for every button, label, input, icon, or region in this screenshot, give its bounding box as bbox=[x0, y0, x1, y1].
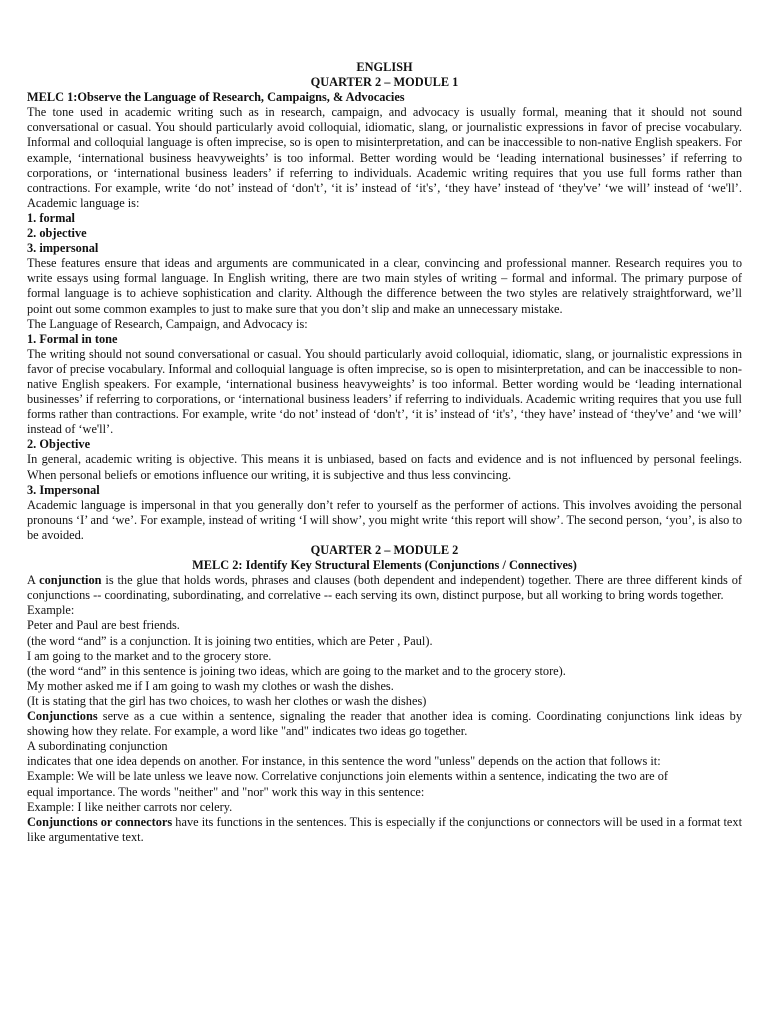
melc1-heading: MELC 1:Observe the Language of Research, Campaigns, & Advocacies bbox=[27, 90, 405, 105]
paragraph-objective: In general, academic writing is objective. This means it is unbiased, based on facts and evidence and is not influenced by personal feelings. When personal beliefs or emotions influence our writing, it is subjective and thus less convincing. bbox=[27, 452, 742, 482]
paragraph-example-celery: Example: I like neither carrots nor celery. bbox=[27, 799, 233, 814]
example-line: Peter and Paul are best friends. bbox=[27, 618, 180, 633]
heading-impersonal: 3. Impersonal bbox=[27, 482, 100, 497]
example-line: (the word “and” in this sentence is joining two ideas, which are going to the market and to the grocery store). bbox=[27, 663, 566, 678]
paragraph-connectors bbox=[27, 815, 742, 845]
text: have its functions in the sentences. This is especially if the conjunctions or connectors will be used in a format text like argumentative text. bbox=[27, 814, 743, 844]
text: A bbox=[27, 573, 40, 588]
paragraph-depends: indicates that one idea depends on another. For instance, in this sentence the word "unless" depends on the action that follows it: bbox=[27, 754, 661, 769]
example-line: My mother asked me if I am going to wash my clothes or wash the dishes. bbox=[27, 678, 394, 693]
paragraph-language-intro: The Language of Research, Campaign, and Advocacy is: bbox=[27, 316, 308, 331]
list-item-impersonal: 3. impersonal bbox=[27, 241, 99, 256]
paragraph-tone: The tone used in academic writing such as in research, campaign, and advocacy is usually formal, meaning that it should not sound conversational or casual. You should particularly avoid colloquial, idiomatic, slang, or journalistic expressions in favor of precise vocabulary. Informal and colloquial language is often imprecise, so is open to misinterpretation, and can be inaccessible to non-native English speakers. For example, ‘international business heavyweights’ is too informal. Better wording would be ‘leading international businesses’ if referring to corporations, or ‘international business leaders’ if referring to individuals. Academic writing requires that you use full forms rather than contractions. For example, write ‘do not’ instead of ‘don't’, ‘it is’ instead of ‘it's’, ‘they have’ instead of ‘they've’ ‘we will’ instead of ‘we'll’. Academic language is: bbox=[27, 105, 742, 210]
text: serve as a cue within a sentence, signaling the reader that another idea is coming. Coordinating conjunctions link ideas by showing how they relate. For example, a word like "and" indicates two ideas go together. bbox=[27, 709, 742, 739]
heading-objective: 2. Objective bbox=[27, 437, 91, 452]
list-item-formal: 1. formal bbox=[27, 210, 75, 225]
paragraph-features: These features ensure that ideas and arguments are communicated in a clear, convincing and professional manner. Research requires you to write essays using formal language. In English writing, there are two main styles of writing – formal and informal. The primary purpose of formal language is to achieve sophistication and clarity. Although the difference between the two styles are relatively straightforward, we’ll point out some common examples to just to make sure that you don’t slip and make an unnecessary mistake. bbox=[27, 256, 742, 316]
text: is the glue that holds words, phrases and clauses (both dependent and independent) together. There are three different kinds of conjunctions -- coordinating, subordinating, and correlative -- each serving its own, distinct purpose, but all working to bring words together. bbox=[27, 573, 742, 603]
module1-heading: QUARTER 2 – MODULE 1 bbox=[310, 75, 459, 90]
term-conjunctions: Conjunctions bbox=[27, 709, 98, 724]
list-item-objective: 2. objective bbox=[27, 226, 87, 241]
paragraph-subordinating: A subordinating conjunction bbox=[27, 739, 168, 754]
module2-heading: QUARTER 2 – MODULE 2 bbox=[310, 543, 459, 557]
paragraph-correlative: Example: We will be late unless we leave now. Correlative conjunctions join elements within a sentence, indicating the two are of bbox=[27, 769, 669, 784]
doc-title: ENGLISH bbox=[356, 60, 413, 74]
paragraph-impersonal: Academic language is impersonal in that you generally don’t refer to yourself as the performer of actions. This involves avoiding the personal pronouns ‘I’ and ‘we’. For example, instead of writing ‘I will show’, you might write ‘this report will show’. The second person, ‘you’, is also to be avoided. bbox=[27, 497, 743, 542]
example-line: I am going to the market and to the grocery store. bbox=[27, 648, 272, 663]
paragraph-formal-tone: The writing should not sound conversational or casual. You should particularly avoid colloquial, idiomatic, slang, or journalistic expressions in favor of precise vocabulary. Informal and colloquial language is often imprecise, so is open to misinterpretation, and can be inaccessible to non-native English speakers. For example, ‘international business heavyweights’ is too informal. Better wording would be ‘leading international businesses’ if referring to corporations, or ‘international business leaders’ if referring to individuals. Academic writing requires that you use full forms rather than contractions. For example, write ‘do not’ instead of ‘don't’, ‘it is’ instead of ‘it's’, ‘they have’ instead of ‘they've’ and ‘we will’ instead of ‘we'll’. bbox=[27, 346, 742, 437]
example-line: (It is stating that the girl has two choices, to wash her clothes or wash the dishes) bbox=[27, 693, 427, 708]
term-connectors: Conjunctions or connectors bbox=[27, 814, 173, 829]
paragraph-conjunction bbox=[27, 573, 742, 603]
example-line: (the word “and” is a conjunction. It is joining two entities, which are Peter , Paul). bbox=[27, 633, 433, 648]
heading-formal-tone: 1. Formal in tone bbox=[27, 331, 118, 346]
melc2-heading: MELC 2: Identify Key Structural Elements (Conjunctions / Connectives) bbox=[192, 558, 577, 573]
paragraph-equal-importance: equal importance. The words "neither" and "nor" work this way in this sentence: bbox=[27, 784, 425, 799]
example-label: Example: bbox=[27, 603, 75, 618]
paragraph-conjunctions-cue bbox=[27, 709, 742, 739]
term-conjunction: conjunction bbox=[39, 573, 102, 588]
